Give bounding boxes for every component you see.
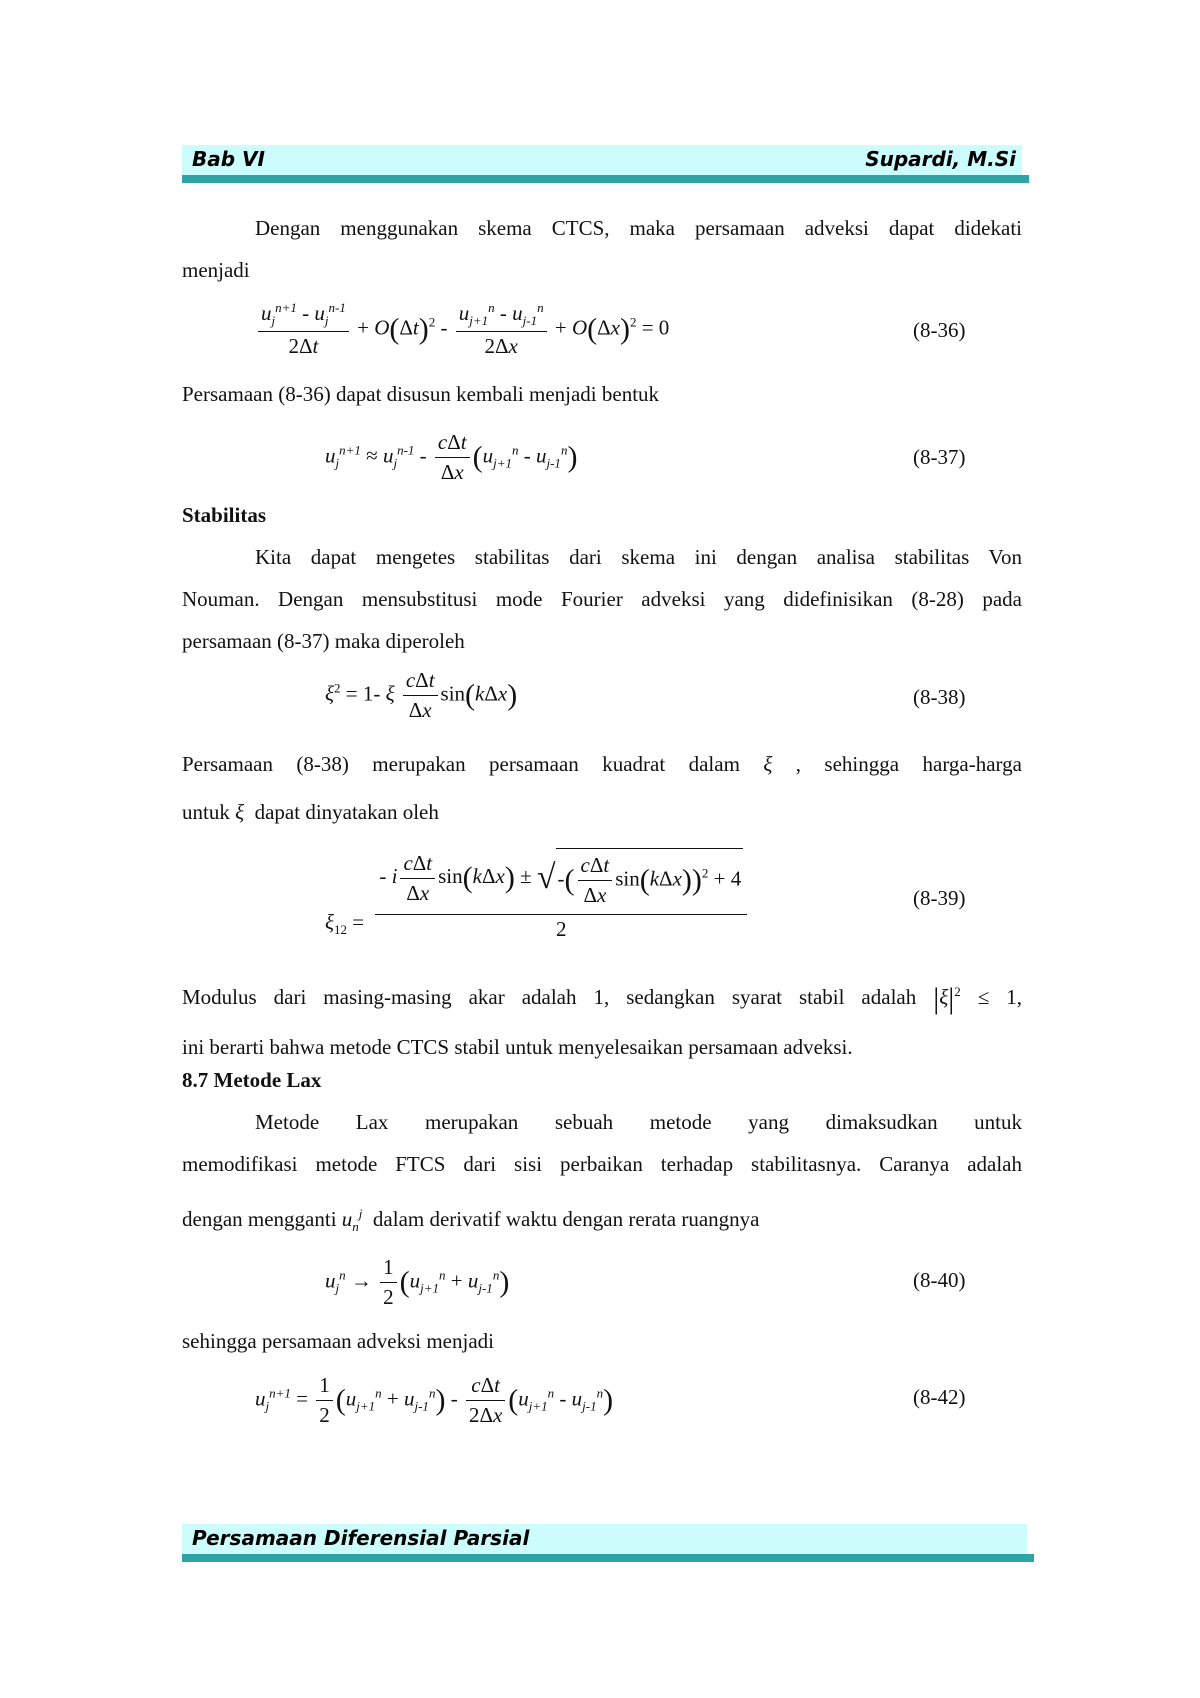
footer-rule <box>182 1554 1034 1562</box>
paragraph-line: persamaan (8-37) maka diperoleh <box>182 629 465 653</box>
equation-number: (8-42) <box>913 1385 966 1409</box>
equation-number: (8-37) <box>913 445 966 469</box>
paragraph-lax-result: sehingga persamaan adveksi menjadi <box>182 1329 494 1353</box>
paragraph-modulus <box>182 968 1022 1071</box>
equation-8-37: $u_j^{n+1} \approx u_j^{n-1}$ - $\frac{\text{cΔt}}{\Delta x}$ $(u_{j+1}^n - u_{j-1}^n)$ <box>325 430 578 484</box>
paragraph-line: Dengan menggunakan skema CTCS, maka persamaan adveksi dapat didekati <box>255 216 1022 240</box>
page-footer <box>182 1524 1027 1554</box>
equation-number: (8-40) <box>913 1268 966 1292</box>
paragraph-quadratic <box>182 740 1022 836</box>
page-header <box>182 145 1022 175</box>
equation-8-42: $u_j^{n+1}$ = $\frac{1}{2}$ $(u_{j+1}^n + u_{j-1}^n)$ - $\frac{\text{cΔt}}{2\Delta x}$ $(u_{j+1}^n - u_{j-1}^n)$ <box>255 1373 614 1427</box>
equation-8-39: $\xi_{12}$ = - i $\frac{\text{cΔt}}{\Delta x}$ sin(kΔx) ± √-( $\frac{\text{cΔt}}{\Delta x}$ sin(kΔx))$^2$ + 4 2 <box>325 848 750 942</box>
header-rule <box>182 175 1029 183</box>
equation-8-40: $u_j^n$ → $\frac{1}{2}$ $(u_{j+1}^n + u_{j-1}^n)$ <box>325 1255 510 1309</box>
paragraph-line: Modulus dari masing-masing akar adalah 1, sedangkan syarat stabil adalah $|\xi|^2 \le 1$, <box>182 982 1022 1016</box>
paragraph-line: dengan mengganti $u_n^j$ dalam derivatif waktu dengan rerata ruangnya <box>182 1206 760 1235</box>
paragraph-line: Metode Lax merupakan sebuah metode yang dimaksudkan untuk <box>255 1110 1022 1134</box>
paragraph-intro <box>182 207 1022 291</box>
section-heading-stabilitas: Stabilitas <box>182 503 267 527</box>
equation-8-36: $\frac{u_j^{n+1} - u_j^{n-1}}{2\Delta t}$ + $O(\Delta t)^2$ - $\frac{u_{j+1}^n - u_{j-1}^n}{2\Delta x}$ + $O(\Delta x)^2 = 0$ <box>255 300 669 359</box>
paragraph-line: memodifikasi metode FTCS dari sisi perbaikan terhadap stabilitasnya. Caranya adalah <box>182 1152 1022 1176</box>
paragraph-line: Kita dapat mengetes stabilitas dari skema ini dengan analisa stabilitas Von <box>255 545 1022 569</box>
paragraph-rearrange: Persamaan (8-36) dapat disusun kembali menjadi bentuk <box>182 382 660 406</box>
equation-8-38: $\xi^2 = 1-$ ξ $\frac{\text{cΔt}}{\Delta x}$ sin(kΔx) <box>325 668 518 722</box>
paragraph-stability <box>182 536 1022 662</box>
paragraph-line: Nouman. Dengan mensubstitusi mode Fourier adveksi yang didefinisikan (8-28) pada <box>182 587 1022 611</box>
paragraph-line: untuk ξ dapat dinyatakan oleh <box>182 800 439 824</box>
paragraph-line: menjadi <box>182 258 250 282</box>
equation-number: (8-36) <box>913 318 966 342</box>
section-heading-lax: 8.7 Metode Lax <box>182 1068 322 1092</box>
paragraph-line: Persamaan (8-38) merupakan persamaan kuadrat dalam ξ , sehingga harga-harga <box>182 752 1022 776</box>
header-chapter: Bab VI <box>192 147 265 171</box>
paragraph-line: ini berarti bahwa metode CTCS stabil untuk menyelesaikan persamaan adveksi. <box>182 1035 853 1060</box>
equation-number: (8-39) <box>913 886 966 910</box>
header-author: Supardi, M.Si <box>865 147 1016 171</box>
equation-number: (8-38) <box>913 685 966 709</box>
footer-title: Persamaan Diferensial Parsial <box>192 1526 530 1550</box>
paragraph-lax <box>182 1101 1022 1248</box>
